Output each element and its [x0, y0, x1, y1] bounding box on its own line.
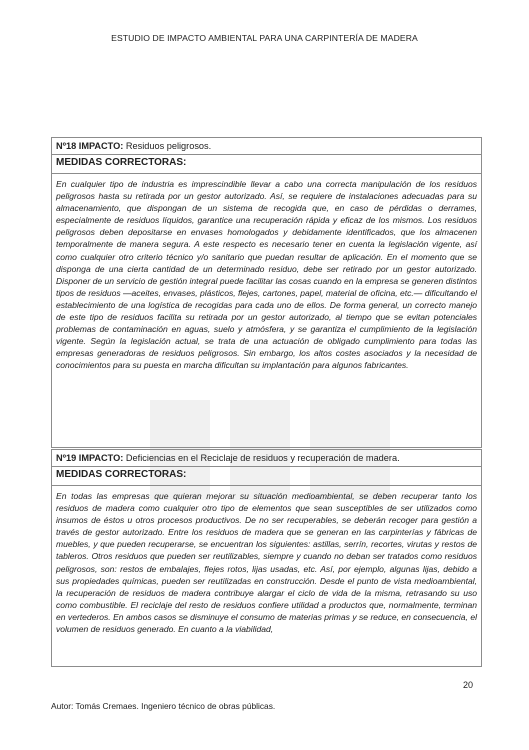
- page-footer: Autor: Tomás Cremaes. Ingeniero técnico de obras públicas.: [51, 701, 276, 711]
- page-header: ESTUDIO DE IMPACTO AMBIENTAL PARA UNA CARPINTERÍA DE MADERA: [111, 33, 418, 43]
- impact-name: Residuos peligrosos.: [123, 141, 212, 151]
- impact-18-table: [51, 137, 482, 448]
- impact-name: Deficiencias en el Reciclaje de residuos y recuperación de madera.: [123, 453, 400, 463]
- impact-title-row: [52, 138, 481, 155]
- impact-title-row: [52, 450, 481, 467]
- impact-number: Nº19 IMPACTO:: [56, 453, 124, 463]
- measures-heading: MEDIDAS CORRECTORAS:: [52, 467, 481, 486]
- measures-heading: MEDIDAS CORRECTORAS:: [52, 155, 481, 174]
- measures-text: En cualquier tipo de industria es imprescindible llevar a cabo una correcta manipulación de los residuos peligrosos hasta su retirada por un gestor autorizado. Así, se requiere de instalaciones adecuadas para su almacenamiento, que dispongan de un sistema de recogida que, en caso de pérdidas o derrames, especialmente de residuos líquidos, garantice una recuperación rápida y eficaz de los mismos. Los residuos peligrosos deben depositarse en envases homologados y debidamente identificados, que los almacenen temporalmente de manera segura. A este respecto es necesario tener en cuenta la legislación vigente, así como cualquier otro criterio técnico y/o sanitario que puedan resultar de aplicación. En el momento que se disponga de una cierta cantidad de un determinado residuo, debe ser retirado por un gestor autorizado. Disponer de un servicio de gestión integral puede facilitar las cosas cuando en la empresa se generen distintos tipos de residuos —aceites, envases, plásticos, flejes, cartones, papel, material de oficina, etc.— dificultando el establecimiento de una logística de recogidas para cada uno de ellos. De forma general, un correcto manejo de este tipo de residuos facilita su retirada por un gestor autorizado, al tiempo que se evitan potenciales problemas de contaminación en aguas, suelo y atmósfera, y se garantiza el cumplimiento de la legislación vigente. Según la legislación actual, se trata de una actuación de obligado cumplimiento para todas las empresas generadoras de residuos peligrosos. Sin embargo, los altos costes asociados y la necesidad de conocimientos para su puesta en marcha dificultan su implantación para algunos fabricantes.: [56, 179, 477, 371]
- impact-19-table: [51, 449, 482, 667]
- page-number: 20: [463, 680, 474, 690]
- measures-text: En todas las empresas que quieran mejorar su situación medioambiental, se deben recuperar tanto los residuos de madera como cualquier otro tipo de elementos que sean susceptibles de ser utilizados como insumos de éstos u otros procesos productivos. De no ser recuperables, se deberán recoger para gestión a través de gestor autorizado. Entre los residuos de madera que se generan en las carpinterías y fábricas de muebles, y que pueden recuperarse, se encuentran los siguientes: astillas, serrín, recortes, virutas y restos de tableros. Otros residuos que pueden ser reutilizables, siempre y cuando no deban ser tratados como residuos peligrosos, son: restos de embalajes, flejes rotos, lijas usadas, etc. Así, por ejemplo, algunas lijas, debido a sus propiedades químicas, pueden ser reutilizadas en construcción. Desde el punto de vista medioambiental, la recuperación de residuos de madera contribuye alargar el ciclo de vida de la misma, retrasando su uso como combustible. El reciclaje del resto de residuos confiere utilidad a productos que, normalmente, terminan en vertederos. En ambos casos se disminuye el consumo de materias primas y se reduce, en consecuencia, el volumen de residuos generado. En cuanto a la viabilidad,: [56, 491, 477, 635]
- impact-number: Nº18 IMPACTO:: [56, 141, 124, 151]
